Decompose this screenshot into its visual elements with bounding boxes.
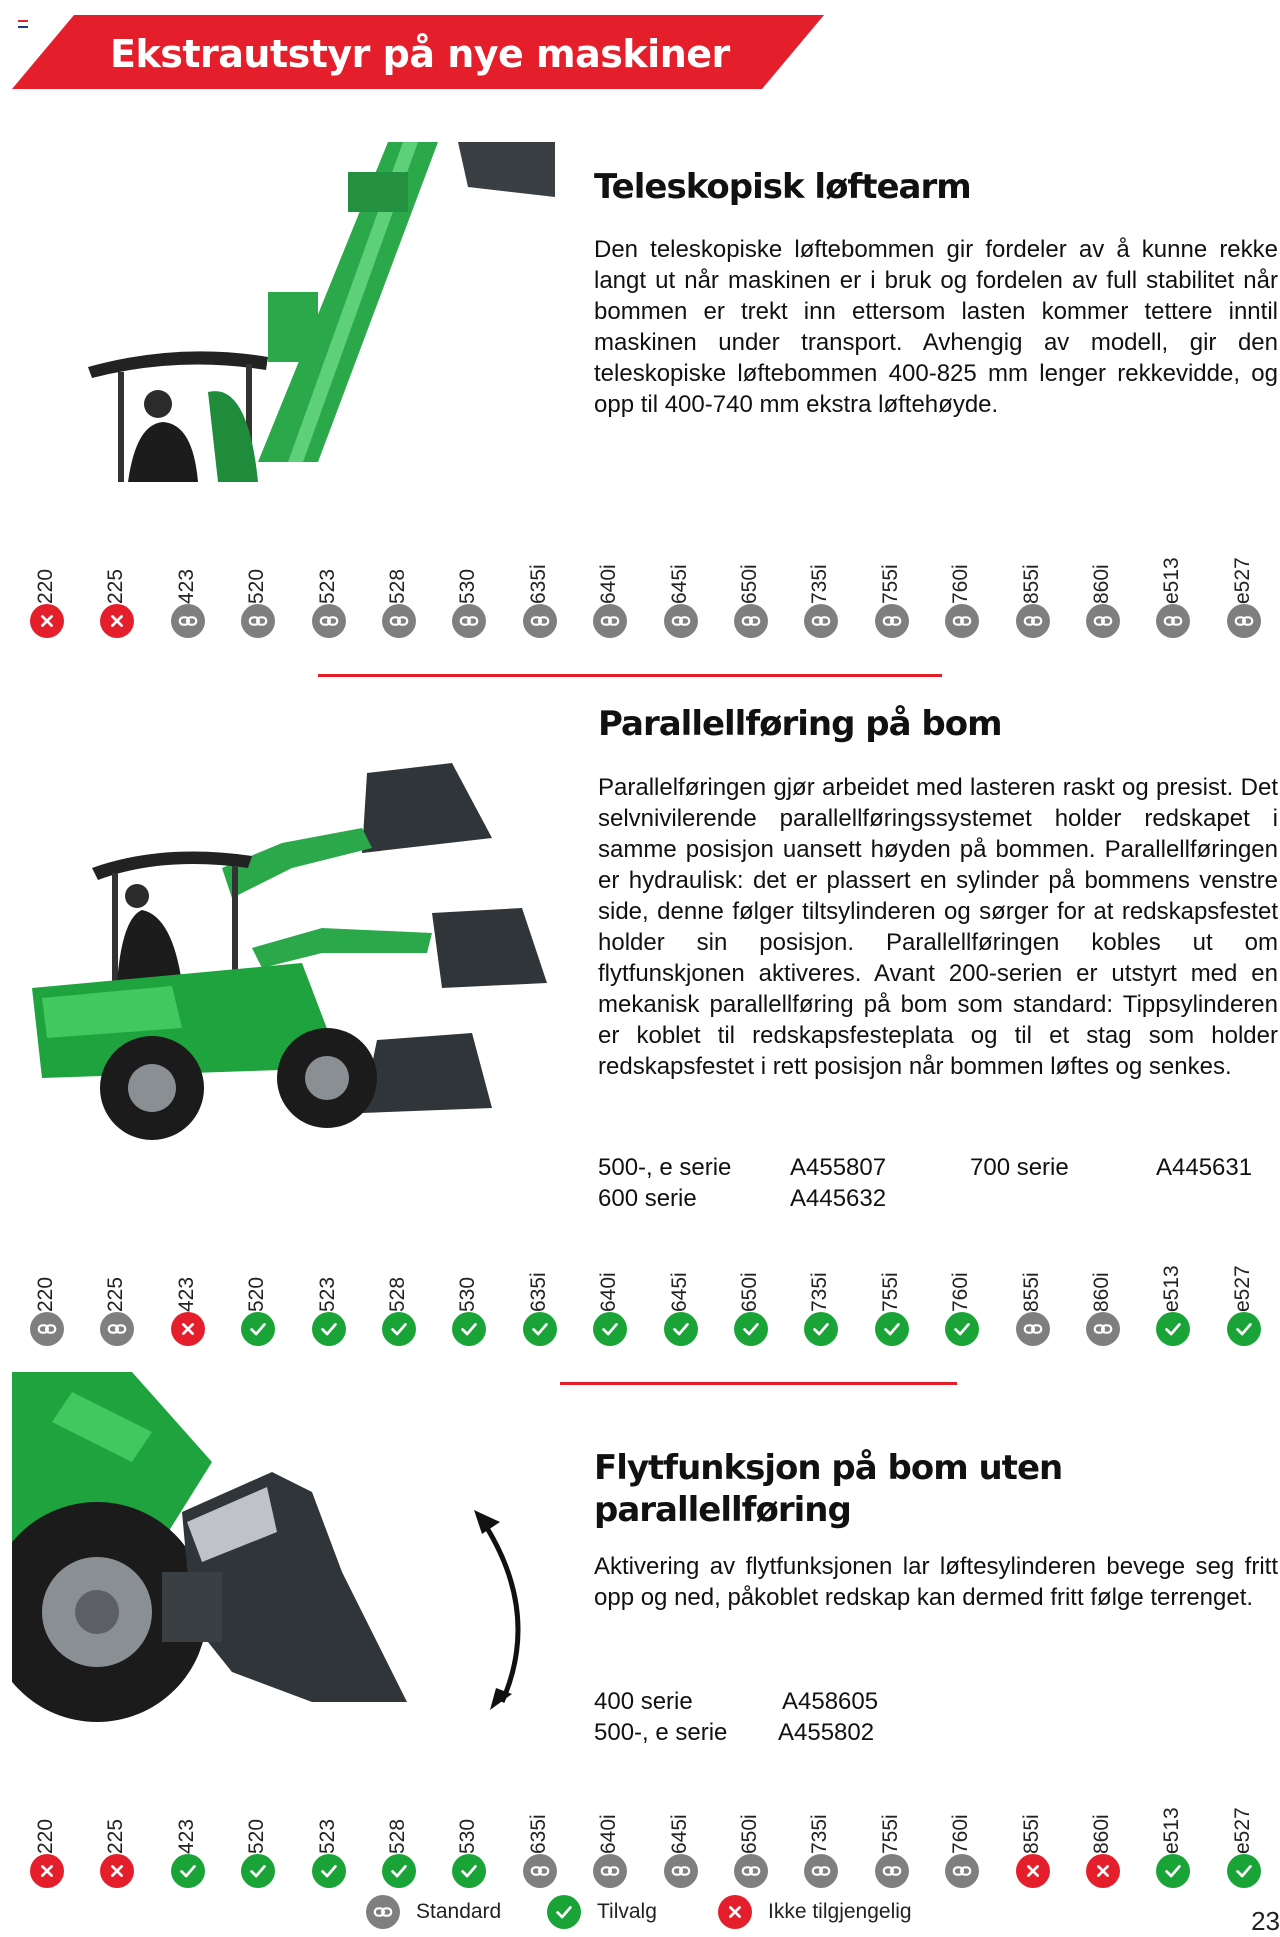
model-cell-e513 (1143, 520, 1203, 640)
part-code: A445632 (790, 1185, 887, 1212)
model-label: 523 (315, 568, 339, 604)
section-title-parallel-guidance: Parallellføring på bom (598, 704, 1002, 744)
model-label: e513 (1160, 1265, 1184, 1312)
model-label: 528 (386, 1818, 409, 1854)
model-label: 645i (667, 1814, 691, 1854)
model-label: e513 (1160, 557, 1184, 604)
checkmark-icon (382, 1854, 416, 1888)
model-cell-528 (369, 1770, 429, 1890)
model-cell-e527 (1214, 1770, 1274, 1890)
model-label: 523 (315, 1276, 339, 1312)
model-label: 860i (1090, 1814, 1113, 1854)
model-cell-220 (17, 1770, 77, 1890)
model-cell-530 (439, 1770, 499, 1890)
cross-icon (1086, 1854, 1120, 1888)
model-label: 855i (1019, 1272, 1043, 1312)
model-label: 528 (386, 568, 409, 604)
model-cell-528 (369, 520, 429, 640)
model-cell-635i (510, 520, 570, 640)
model-label: 635i (526, 1272, 550, 1312)
section-description-parallel-guidance: Parallelføringen gjør arbeidet med lasteren raskt og presist. Det selvnivilerende parallellføringssystemet holder redskapet i samme posisjon uansett høyden på bommen. Parallellføringen er hydraulisk: det er plassert en sylinder på bommens venstre side, denne følger tiltsylinderen og sørger for at redskapsfestet holder sin posisjon. Parallellføringen kobles ut om flytfunskjonen aktiveres. Avant 200-serien er utstyrt med en mekanisk parallellføring på bom som standard: Tippsylinderen er koblet til redskapsfesteplata og til et stag som holder redskapsfestet i rett posisjon når bommen løftes og senkes. (598, 774, 1278, 1080)
model-cell-220 (17, 520, 77, 640)
model-cell-520 (228, 520, 288, 640)
model-label: 220 (34, 1276, 57, 1312)
checkmark-icon (241, 1312, 275, 1346)
model-cell-645i (651, 1228, 711, 1348)
link-icon (734, 604, 768, 638)
link-icon (1156, 604, 1190, 638)
cross-icon (100, 1854, 134, 1888)
model-cell-640i (580, 520, 640, 640)
model-label: 735i (808, 1814, 832, 1854)
part-code: A455802 (778, 1719, 875, 1746)
model-label: 530 (456, 568, 480, 604)
checkmark-icon (593, 1312, 627, 1346)
part-series: 600 serie (598, 1185, 697, 1212)
part-numbers-float-function (0, 1686, 1280, 1750)
model-cell-e513 (1143, 1770, 1203, 1890)
model-label: 520 (245, 1276, 269, 1312)
checkmark-icon (382, 1312, 416, 1346)
model-cell-528 (369, 1228, 429, 1348)
model-cell-520 (228, 1228, 288, 1348)
model-label: 860i (1090, 1272, 1113, 1312)
part-code: A445631 (1156, 1154, 1253, 1181)
checkmark-icon (523, 1312, 557, 1346)
model-label: 645i (667, 1272, 691, 1312)
model-cell-650i (721, 1770, 781, 1890)
model-cell-860i (1073, 1770, 1133, 1890)
parallel-guidance-photo (22, 748, 557, 1144)
flag-icon (18, 20, 28, 27)
checkmark-icon (312, 1854, 346, 1888)
model-cell-640i (580, 1770, 640, 1890)
model-cell-e527 (1214, 520, 1274, 640)
model-label: 760i (949, 1814, 973, 1854)
checkmark-icon (452, 1312, 486, 1346)
link-icon (312, 604, 346, 638)
model-cell-755i (862, 1770, 922, 1890)
link-icon (1086, 604, 1120, 638)
model-label: 640i (597, 564, 621, 604)
model-label: 735i (808, 564, 832, 604)
model-cell-225 (87, 1770, 147, 1890)
part-series: 500-, e serie (598, 1154, 732, 1181)
cross-icon (100, 604, 134, 638)
checkmark-icon (241, 1854, 275, 1888)
link-icon (241, 604, 275, 638)
link-icon (593, 1854, 627, 1888)
model-cell-530 (439, 520, 499, 640)
model-cell-225 (87, 1228, 147, 1348)
checkmark-icon (804, 1312, 838, 1346)
model-cell-860i (1073, 520, 1133, 640)
link-icon (593, 604, 627, 638)
model-cell-225 (87, 520, 147, 640)
model-cell-855i (1003, 1770, 1063, 1890)
model-cell-220 (17, 1228, 77, 1348)
model-cell-520 (228, 1770, 288, 1890)
model-label: 640i (597, 1272, 621, 1312)
link-icon (664, 604, 698, 638)
section-description-telescopic-arm: Den teleskopiske løftebommen gir fordeler av å kunne rekke langt ut når maskinen er i bruk og fordelen av full stabilitet når bommen er trekt inn ettersom lasten kommer tettere inntil maskinen under transport. Avhengig av modell, gir den teleskopiske løftebommen 400-825 mm lenger rekkevidde, og opp til 400-740 mm ekstra løftehøyde. (594, 236, 1278, 418)
checkmark-icon (547, 1895, 581, 1929)
page-title: Ekstrautstyr på nye maskiner (110, 32, 730, 76)
model-cell-760i (932, 1228, 992, 1348)
model-cell-855i (1003, 1228, 1063, 1348)
model-label: e527 (1230, 1265, 1254, 1312)
model-cell-760i (932, 520, 992, 640)
section-title-telescopic-arm: Teleskopisk løftearm (594, 167, 971, 207)
telescopic-arm-photo (18, 142, 555, 482)
model-cell-523 (299, 1770, 359, 1890)
model-cell-523 (299, 520, 359, 640)
model-cell-760i (932, 1770, 992, 1890)
model-label: 225 (104, 1818, 128, 1854)
model-cell-755i (862, 1228, 922, 1348)
link-icon (171, 604, 205, 638)
link-icon (804, 604, 838, 638)
model-availability-row-float-function (0, 1770, 1280, 1890)
model-label: 520 (245, 568, 269, 604)
link-icon (1227, 604, 1261, 638)
model-cell-640i (580, 1228, 640, 1348)
section-description-float-function: Aktivering av flytfunksjonen lar løftesylinderen bevege seg fritt opp og ned, påkoblet redskap kan dermed fritt følge terrenget. (594, 1553, 1278, 1611)
model-cell-645i (651, 520, 711, 640)
model-label: e527 (1230, 1807, 1254, 1854)
model-cell-635i (510, 1770, 570, 1890)
model-label: 755i (878, 1814, 902, 1854)
checkmark-icon (734, 1312, 768, 1346)
legend-label-option: Tilvalg (597, 1900, 657, 1923)
model-label: 530 (456, 1818, 480, 1854)
model-label: 755i (878, 1272, 902, 1312)
model-availability-row-parallel-guidance (0, 1228, 1280, 1348)
model-label: 635i (526, 564, 550, 604)
link-icon (875, 604, 909, 638)
model-label: e527 (1230, 557, 1254, 604)
link-icon (523, 604, 557, 638)
page-number: 23 (1251, 1906, 1280, 1936)
part-series: 400 serie (594, 1688, 693, 1715)
link-icon (945, 604, 979, 638)
link-icon (1016, 604, 1050, 638)
cross-icon (718, 1895, 752, 1929)
legend (0, 1894, 1280, 1930)
model-label: 523 (315, 1818, 339, 1854)
part-code: A455807 (790, 1154, 887, 1181)
model-label: 855i (1019, 1814, 1043, 1854)
model-cell-423 (158, 520, 218, 640)
checkmark-icon (452, 1854, 486, 1888)
model-cell-855i (1003, 520, 1063, 640)
checkmark-icon (875, 1312, 909, 1346)
model-label: 530 (456, 1276, 480, 1312)
link-icon (664, 1854, 698, 1888)
legend-label-not-available: Ikke tilgjengelig (768, 1900, 912, 1923)
link-icon (1086, 1312, 1120, 1346)
model-label: 220 (34, 1818, 57, 1854)
model-label: 650i (738, 1814, 761, 1854)
model-label: 220 (34, 568, 57, 604)
model-label: 528 (386, 1276, 409, 1312)
model-label: 860i (1090, 564, 1113, 604)
link-icon (100, 1312, 134, 1346)
part-numbers-parallel-guidance (0, 1152, 1280, 1216)
model-cell-e527 (1214, 1228, 1274, 1348)
checkmark-icon (312, 1312, 346, 1346)
checkmark-icon (1156, 1312, 1190, 1346)
model-label: 755i (878, 564, 902, 604)
section-divider (318, 674, 942, 677)
part-code: A458605 (782, 1688, 879, 1715)
link-icon (875, 1854, 909, 1888)
model-label: 225 (104, 1276, 128, 1312)
model-label: 423 (174, 1818, 198, 1854)
cross-icon (30, 604, 64, 638)
link-icon (366, 1895, 400, 1929)
model-cell-e513 (1143, 1228, 1203, 1348)
cross-icon (171, 1312, 205, 1346)
legend-item-not-available (718, 1894, 912, 1930)
model-label: 650i (738, 1272, 761, 1312)
link-icon (1016, 1312, 1050, 1346)
model-cell-755i (862, 520, 922, 640)
checkmark-icon (171, 1854, 205, 1888)
model-label: 423 (174, 1276, 198, 1312)
link-icon (734, 1854, 768, 1888)
model-cell-735i (791, 1770, 851, 1890)
checkmark-icon (1227, 1312, 1261, 1346)
model-label: 735i (808, 1272, 832, 1312)
model-cell-635i (510, 1228, 570, 1348)
model-label: 635i (526, 1814, 550, 1854)
model-cell-650i (721, 1228, 781, 1348)
model-cell-530 (439, 1228, 499, 1348)
link-icon (523, 1854, 557, 1888)
model-cell-735i (791, 1228, 851, 1348)
part-series: 700 serie (970, 1154, 1069, 1181)
link-icon (804, 1854, 838, 1888)
model-cell-650i (721, 520, 781, 640)
link-icon (382, 604, 416, 638)
model-label: 225 (104, 568, 128, 604)
model-label: 520 (245, 1818, 269, 1854)
model-label: 423 (174, 568, 198, 604)
model-label: e513 (1160, 1807, 1184, 1854)
model-label: 760i (949, 564, 973, 604)
section-title-float-function: Flytfunksjon på bom uten parallellføring (594, 1448, 1063, 1530)
checkmark-icon (1156, 1854, 1190, 1888)
link-icon (30, 1312, 64, 1346)
model-label: 760i (949, 1272, 973, 1312)
part-series: 500-, e serie (594, 1719, 728, 1746)
checkmark-icon (945, 1312, 979, 1346)
model-label: 640i (597, 1814, 621, 1854)
model-availability-row-telescopic-arm (0, 520, 1280, 640)
model-cell-423 (158, 1770, 218, 1890)
model-cell-423 (158, 1228, 218, 1348)
model-cell-523 (299, 1228, 359, 1348)
link-icon (452, 604, 486, 638)
legend-item-standard (366, 1894, 501, 1930)
checkmark-icon (1227, 1854, 1261, 1888)
legend-item-option (547, 1894, 657, 1930)
model-cell-860i (1073, 1228, 1133, 1348)
cross-icon (30, 1854, 64, 1888)
model-label: 650i (738, 564, 761, 604)
cross-icon (1016, 1854, 1050, 1888)
model-cell-645i (651, 1770, 711, 1890)
model-label: 855i (1019, 564, 1043, 604)
legend-label-standard: Standard (416, 1900, 502, 1923)
model-cell-735i (791, 520, 851, 640)
model-label: 645i (667, 564, 691, 604)
link-icon (945, 1854, 979, 1888)
checkmark-icon (664, 1312, 698, 1346)
